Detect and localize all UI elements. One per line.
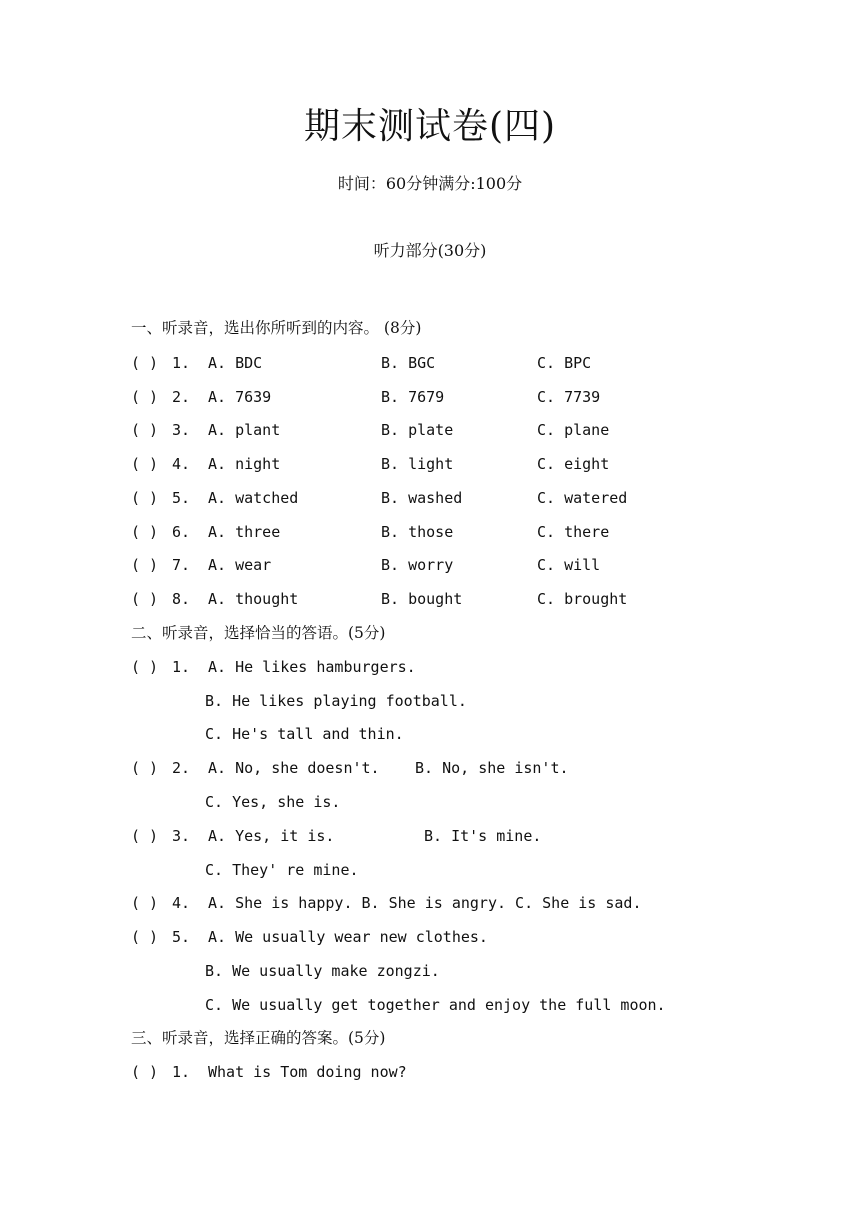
question-number: 4. bbox=[172, 455, 191, 473]
question-number: 5. bbox=[172, 489, 191, 507]
answer-blank[interactable]: ( ) bbox=[131, 827, 159, 845]
answer-blank[interactable]: ( ) bbox=[131, 523, 159, 541]
answer-blank[interactable]: ( ) bbox=[131, 894, 159, 912]
option-a[interactable]: A. three bbox=[208, 523, 281, 541]
option-a: A. Yes, it is. bbox=[208, 827, 335, 845]
option-c[interactable]: C. there bbox=[537, 523, 610, 541]
option-c: C. Yes, she is. bbox=[205, 793, 341, 811]
page-title: 期末测试卷(四) bbox=[303, 106, 557, 147]
question-number: 1. bbox=[172, 1063, 191, 1081]
option-c: C. We usually get together and enjoy the full moon. bbox=[205, 996, 666, 1014]
question-number: 5. bbox=[172, 928, 191, 946]
option-c[interactable]: C. BPC bbox=[537, 354, 592, 372]
option-a[interactable]: A. BDC bbox=[208, 354, 263, 372]
question-number: 2. bbox=[172, 388, 191, 406]
section3-heading: 三、听录音，选择正确的答案。(5分) bbox=[131, 1029, 386, 1047]
option-a[interactable]: A. night bbox=[208, 455, 281, 473]
answer-blank[interactable]: ( ) bbox=[131, 1063, 159, 1081]
option-b[interactable]: B. BGC bbox=[381, 354, 436, 372]
question-text: What is Tom doing now? bbox=[208, 1063, 407, 1081]
question-number: 6. bbox=[172, 523, 191, 541]
option-b: B. It's mine. bbox=[424, 827, 542, 845]
listening-part-title: 听力部分(30分) bbox=[373, 241, 487, 260]
question-number: 4. bbox=[172, 894, 191, 912]
answer-blank[interactable]: ( ) bbox=[131, 759, 159, 777]
answer-blank[interactable]: ( ) bbox=[131, 354, 159, 372]
answer-blank[interactable]: ( ) bbox=[131, 421, 159, 439]
answer-blank[interactable]: ( ) bbox=[131, 455, 159, 473]
question-number: 8. bbox=[172, 590, 191, 608]
option-a[interactable]: A. wear bbox=[208, 556, 272, 574]
option-c[interactable]: C. plane bbox=[537, 421, 610, 439]
option-b: B. We usually make zongzi. bbox=[205, 962, 440, 980]
exam-info: 时间：60分钟满分:100分 bbox=[337, 174, 523, 193]
answer-blank[interactable]: ( ) bbox=[131, 590, 159, 608]
option-b[interactable]: B. those bbox=[381, 523, 454, 541]
option-b[interactable]: B. bought bbox=[381, 590, 463, 608]
answer-blank[interactable]: ( ) bbox=[131, 928, 159, 946]
option-c[interactable]: C. watered bbox=[537, 489, 628, 507]
answer-blank[interactable]: ( ) bbox=[131, 388, 159, 406]
section1-heading: 一、听录音，选出你所听到的内容。 (8分) bbox=[131, 319, 422, 337]
answer-blank[interactable]: ( ) bbox=[131, 489, 159, 507]
option-b[interactable]: B. 7679 bbox=[381, 388, 445, 406]
option-c: C. He's tall and thin. bbox=[205, 725, 404, 743]
section2-heading: 二、听录音，选择恰当的答语。(5分) bbox=[131, 624, 386, 642]
question-number: 3. bbox=[172, 421, 191, 439]
option-b[interactable]: B. worry bbox=[381, 556, 454, 574]
option-c[interactable]: C. eight bbox=[537, 455, 610, 473]
option-c: C. They' re mine. bbox=[205, 861, 359, 879]
option-a[interactable]: A. 7639 bbox=[208, 388, 272, 406]
option-c[interactable]: C. brought bbox=[537, 590, 628, 608]
question-number: 3. bbox=[172, 827, 191, 845]
answer-blank[interactable]: ( ) bbox=[131, 556, 159, 574]
option-b[interactable]: B. washed bbox=[381, 489, 463, 507]
answer-blank[interactable]: ( ) bbox=[131, 658, 159, 676]
option-b[interactable]: B. plate bbox=[381, 421, 454, 439]
option-b: B. No, she isn't. bbox=[415, 759, 569, 777]
question-number: 1. bbox=[172, 658, 191, 676]
option-a[interactable]: A. watched bbox=[208, 489, 299, 507]
option-c[interactable]: C. will bbox=[537, 556, 601, 574]
question-number: 1. bbox=[172, 354, 191, 372]
question-number: 2. bbox=[172, 759, 191, 777]
options-abc: A. She is happy. B. She is angry. C. She is sad. bbox=[208, 894, 642, 912]
question-number: 7. bbox=[172, 556, 191, 574]
option-b[interactable]: B. light bbox=[381, 455, 454, 473]
option-a[interactable]: A. plant bbox=[208, 421, 281, 439]
option-a: A. No, she doesn't. bbox=[208, 759, 380, 777]
option-a: A. We usually wear new clothes. bbox=[208, 928, 488, 946]
option-a[interactable]: A. thought bbox=[208, 590, 299, 608]
option-b: B. He likes playing football. bbox=[205, 692, 467, 710]
option-c[interactable]: C. 7739 bbox=[537, 388, 601, 406]
option-a: A. He likes hamburgers. bbox=[208, 658, 416, 676]
